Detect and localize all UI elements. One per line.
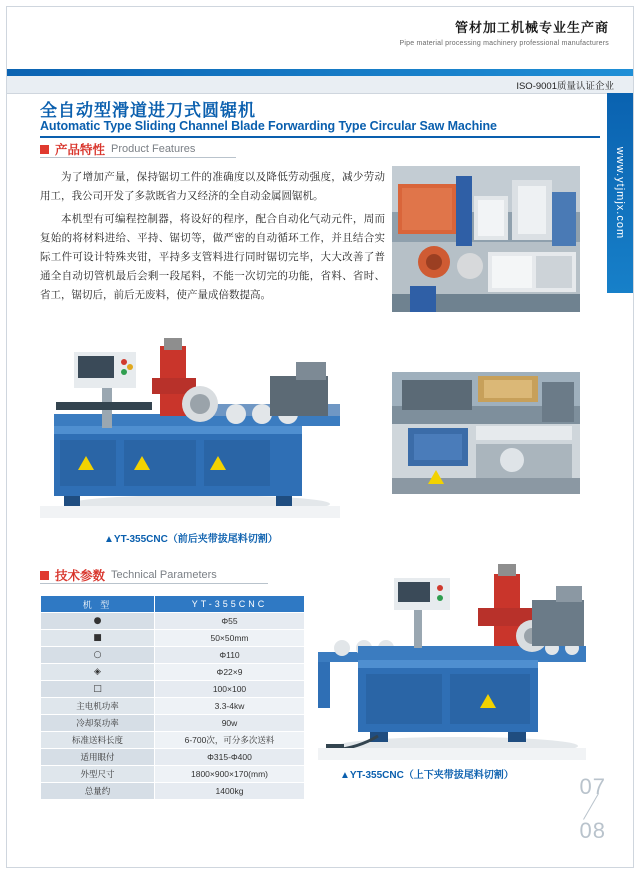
row-key: 冷却泵功率 (41, 715, 155, 732)
iso-certification-text: ISO-9001质量认证企业 (516, 81, 614, 92)
row-value: 1400kg (155, 783, 305, 800)
page-number-bottom: 08 (579, 818, 606, 843)
section-heading-parameters (40, 566, 217, 584)
table-row (41, 766, 305, 783)
table-row (41, 698, 305, 715)
table-row (41, 732, 305, 749)
product-title-cn: 全自动型滑道进刀式圆锯机 (40, 101, 256, 120)
row-value: Φ110 (155, 647, 305, 664)
row-key: ○ (41, 647, 155, 664)
caption-secondary-machine: ▲YT-355CNC（上下夹带拔尾料切割） (340, 770, 514, 781)
features-heading-rule (40, 157, 236, 158)
photo-cutting-detail-image (392, 372, 580, 494)
row-value: 50×50mm (155, 630, 305, 647)
row-value: 1800×900×170(mm) (155, 766, 305, 783)
photo-main-machine-image (40, 318, 340, 518)
website-side-tab (607, 93, 633, 293)
table-row (41, 630, 305, 647)
table-header-key: 机 型 (41, 596, 155, 613)
row-key: 适用眼付 (41, 749, 155, 766)
red-square-bullet-icon (40, 145, 49, 154)
table-body (41, 596, 305, 800)
photo-secondary-machine-image (318, 548, 586, 760)
row-value: Φ315-Φ400 (155, 749, 305, 766)
table-row (41, 783, 305, 800)
company-name-cn: 管材加工机械专业生产商 (454, 20, 609, 35)
table-row (41, 647, 305, 664)
page-number-top: 07 (579, 774, 606, 799)
website-url: www.ytjmjx.com (614, 146, 626, 240)
row-value: 90w (155, 715, 305, 732)
features-heading-en: Product Features (111, 143, 196, 155)
table-header-value: YT-355CNC (155, 596, 305, 613)
row-key: 主电机功率 (41, 698, 155, 715)
row-value: Φ22×9 (155, 664, 305, 681)
company-name-en: Pipe material processing machinery professional manufacturers (399, 40, 609, 47)
features-paragraph-1: 为了增加产量，保持锯切工件的准确度以及降低劳动强度，减少劳动用工，我公司开发了多款既省力又经济的全自动金属圆锯机。 (40, 171, 385, 202)
row-value: 3.3-4kw (155, 698, 305, 715)
row-key: 总量约 (41, 783, 155, 800)
header-company-block (400, 17, 609, 47)
row-key: 外型尺寸 (41, 766, 155, 783)
row-key: ◈ (41, 664, 155, 681)
table-row (41, 664, 305, 681)
table-row (41, 613, 305, 630)
photo-cutting-detail (392, 372, 580, 494)
page-number (576, 774, 606, 844)
row-value: 100×100 (155, 681, 305, 698)
table-row (41, 681, 305, 698)
row-key: ■ (41, 630, 155, 647)
technical-parameters-table (40, 595, 305, 800)
features-heading-cn: 产品特性 (55, 143, 106, 157)
row-key: □ (41, 681, 155, 698)
table-row (41, 749, 305, 766)
row-value: Φ55 (155, 613, 305, 630)
table-row (41, 715, 305, 732)
photo-main-machine (40, 318, 340, 518)
photo-secondary-machine (318, 548, 586, 760)
parameters-heading-cn: 技术参数 (55, 569, 106, 583)
caption-main-machine: ▲YT-355CNC（前后夹带拔尾料切割） (104, 534, 278, 545)
row-key: ● (41, 613, 155, 630)
row-value: 6-700次，可分多次送料 (155, 732, 305, 749)
parameters-heading-en: Technical Parameters (111, 569, 217, 581)
parameters-heading-rule (40, 583, 268, 584)
header-blue-band (7, 69, 633, 76)
features-paragraph-2: 本机型有可编程控制器，将设好的程序，配合自动化气动元件，周而复始的将材料进给、平持、锯切等，做严密的自动循环工作，并且结合实际工件可设计特殊夹钳，平持多支管料进行同时锯切完毕，大大改善了普通全自动切管机最后会剩一段尾料，不能一次切完的功能，省料、省时、省工，锯切后，前后无废料，使产量成倍数提高。 (40, 213, 385, 301)
page-header (7, 7, 633, 69)
title-divider (40, 136, 600, 138)
photo-clamp-detail-image (392, 166, 580, 312)
product-title-en: Automatic Type Sliding Channel Blade Forwarding Type Circular Saw Machine (40, 119, 497, 133)
section-heading-features (40, 140, 195, 158)
table-header-row (41, 596, 305, 613)
photo-clamp-detail (392, 166, 580, 312)
red-square-bullet-icon-2 (40, 571, 49, 580)
row-key: 标准送料长度 (41, 732, 155, 749)
